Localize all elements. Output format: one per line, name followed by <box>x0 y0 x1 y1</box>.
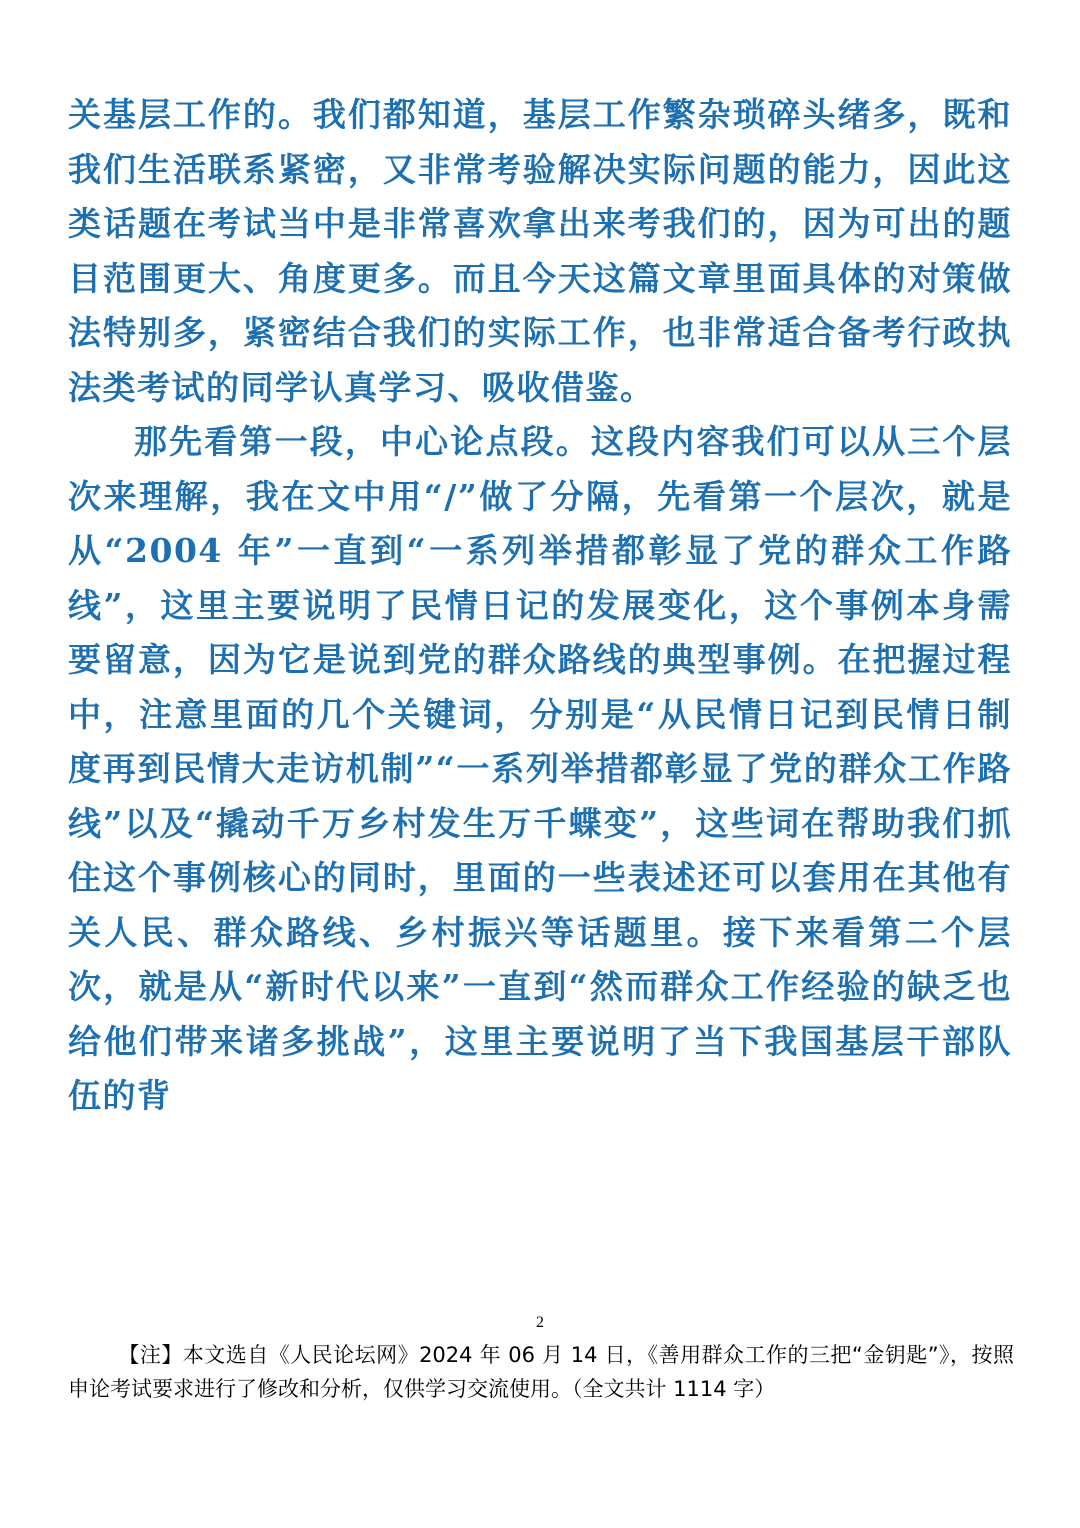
page-number: 2 <box>536 1314 544 1331</box>
source-footnote: 【注】本文选自《人民论坛网》2024 年 06 月 14 日，《善用群众工作的三把“金钥匙”》，按照申论考试要求进行了修改和分析，仅供学习交流使用。（全文共计 1114 字） <box>68 1343 1014 1401</box>
article-body <box>68 88 1012 1124</box>
body-paragraph-1: 关基层工作的。我们都知道，基层工作繁杂琐碎头绪多，既和我们生活联系紧密，又非常考验解决实际问题的能力，因此这类话题在考试当中是非常喜欢拿出来考我们的，因为可出的题目范围更大、角度更多。而且今天这篇文章里面具体的对策做法特别多，紧密结合我们的实际工作，也非常适合备考行政执法类考试的同学认真学习、吸收借鉴。 <box>68 95 1012 407</box>
body-paragraph-2: 那先看第一段，中心论点段。这段内容我们可以从三个层次来理解，我在文中用“/”做了分隔，先看第一个层次，就是从“2004 年”一直到“一系列举措都彰显了党的群众工作路线”，这里主要说明了民情日记的发展变化，这个事例本身需要留意，因为它是说到党的群众路线的典型事例。在把握过程中，注意里面的几个关键词，分别是“从民情日记到民情日制度再到民情大走访机制”“一系列举措都彰显了党的群众工作路线”以及“撬动千万乡村发生万千蝶变”，这些词在帮助我们抓住这个事例核心的同时，里面的一些表述还可以套用在其他有关人民、群众路线、乡村振兴等话题里。接下来看第二个层次，就是从“新时代以来”一直到“然而群众工作经验的缺乏也给他们带来诸多挑战”，这里主要说明了当下我国基层干部队伍的背 <box>68 422 1012 1115</box>
